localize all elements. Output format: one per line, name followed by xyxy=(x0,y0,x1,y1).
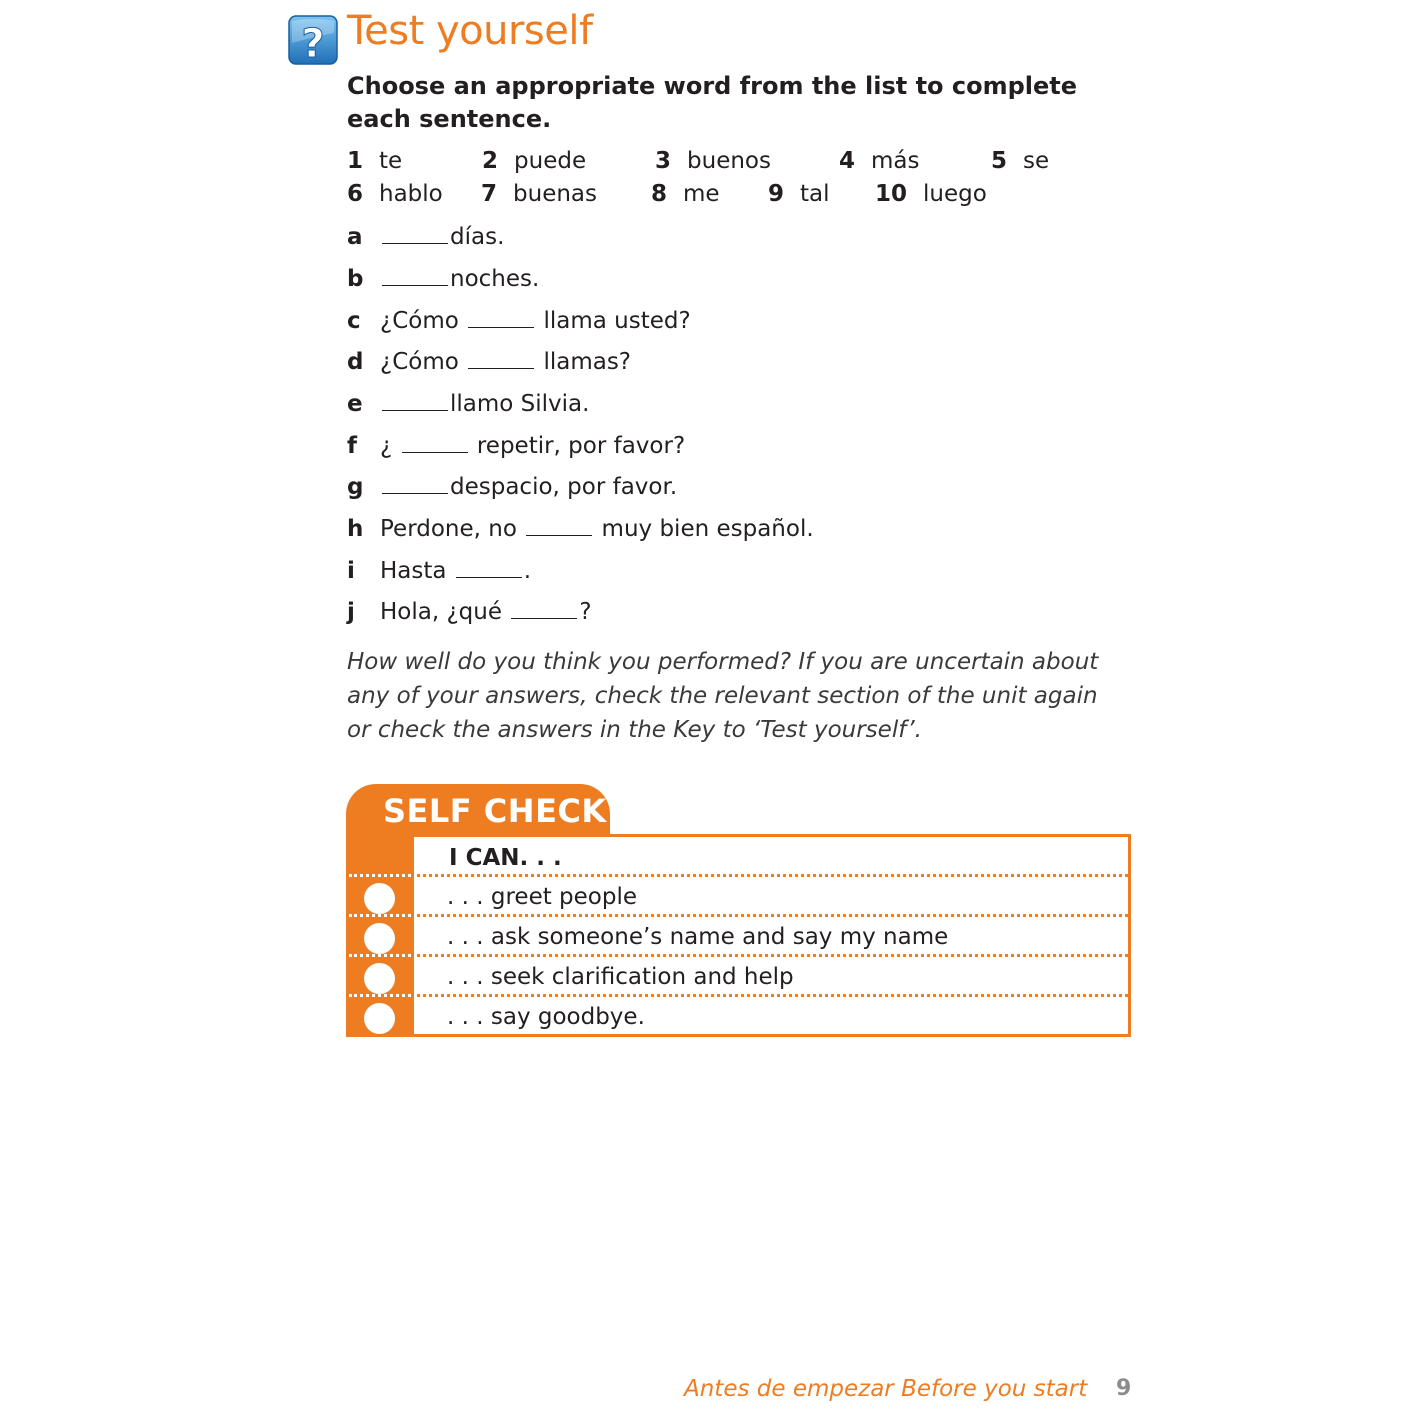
answer-blank[interactable] xyxy=(468,307,534,328)
word-option: 2 puede xyxy=(482,148,587,174)
word-option: 4 más xyxy=(839,148,920,174)
checkbox-circle[interactable] xyxy=(364,1003,395,1034)
exercise-item: b noches. xyxy=(347,266,540,292)
exercise-item: c ¿Cómo llama usted? xyxy=(347,308,691,334)
exercise-item: e llamo Silvia. xyxy=(347,391,590,417)
answer-blank[interactable] xyxy=(382,265,448,286)
row-divider xyxy=(349,954,411,957)
exercise-item: a días. xyxy=(347,224,505,250)
answer-blank[interactable] xyxy=(526,515,592,536)
row-divider xyxy=(349,874,411,877)
word-option: 10 luego xyxy=(875,181,987,207)
exercise-item: g despacio, por favor. xyxy=(347,474,678,500)
row-divider xyxy=(349,994,411,997)
instruction-text: Choose an appropriate word from the list to complete each sentence. xyxy=(347,72,1078,133)
answer-blank[interactable] xyxy=(468,348,534,369)
page-title: Test yourself xyxy=(347,8,593,54)
page-number: 9 xyxy=(1116,1376,1132,1401)
question-mark-icon xyxy=(288,15,338,65)
row-divider xyxy=(349,914,411,917)
word-option: 3 buenos xyxy=(655,148,771,174)
answer-blank[interactable] xyxy=(382,473,448,494)
exercise-item: i Hasta . xyxy=(347,558,532,584)
exercise-item: h Perdone, no muy bien español. xyxy=(347,516,814,542)
answer-blank[interactable] xyxy=(511,598,577,619)
row-divider xyxy=(346,914,1128,917)
exercise-item: j Hola, ¿qué ? xyxy=(347,599,592,625)
row-divider xyxy=(346,954,1128,957)
word-option: 8 me xyxy=(651,181,720,207)
self-check-header: I CAN. . . xyxy=(449,845,562,871)
word-option: 6 hablo xyxy=(347,181,443,207)
word-option: 7 buenas xyxy=(481,181,597,207)
self-check-item: . . . say goodbye. xyxy=(447,1004,645,1030)
self-check-item: . . . ask someone’s name and say my name xyxy=(447,924,949,950)
exercise-item: f ¿ repetir, por favor? xyxy=(347,433,686,459)
row-divider xyxy=(346,874,1128,877)
word-option: 9 tal xyxy=(768,181,830,207)
word-option: 1 te xyxy=(347,148,403,174)
checkbox-circle[interactable] xyxy=(364,883,395,914)
checkbox-circle[interactable] xyxy=(364,923,395,954)
answer-blank[interactable] xyxy=(456,557,522,578)
exercise-item: d ¿Cómo llamas? xyxy=(347,349,632,375)
self-check-title: SELF CHECK xyxy=(383,792,607,830)
answer-blank[interactable] xyxy=(382,223,448,244)
self-check-item: . . . seek clarification and help xyxy=(447,964,794,990)
footer-section-title: Antes de empezar Before you start xyxy=(684,1376,1088,1402)
row-divider xyxy=(346,994,1128,997)
answer-blank[interactable] xyxy=(382,390,448,411)
checkbox-circle[interactable] xyxy=(364,963,395,994)
answer-blank[interactable] xyxy=(402,432,468,453)
reflection-text: How well do you think you performed? If you are uncertain about any of your answers, check the relevant section of the unit again or check the answers in the Key to ‘Test yourself’. xyxy=(347,649,1099,743)
word-option: 5 se xyxy=(991,148,1050,174)
svg-text:?: ? xyxy=(301,21,325,65)
self-check-item: . . . greet people xyxy=(447,884,638,910)
